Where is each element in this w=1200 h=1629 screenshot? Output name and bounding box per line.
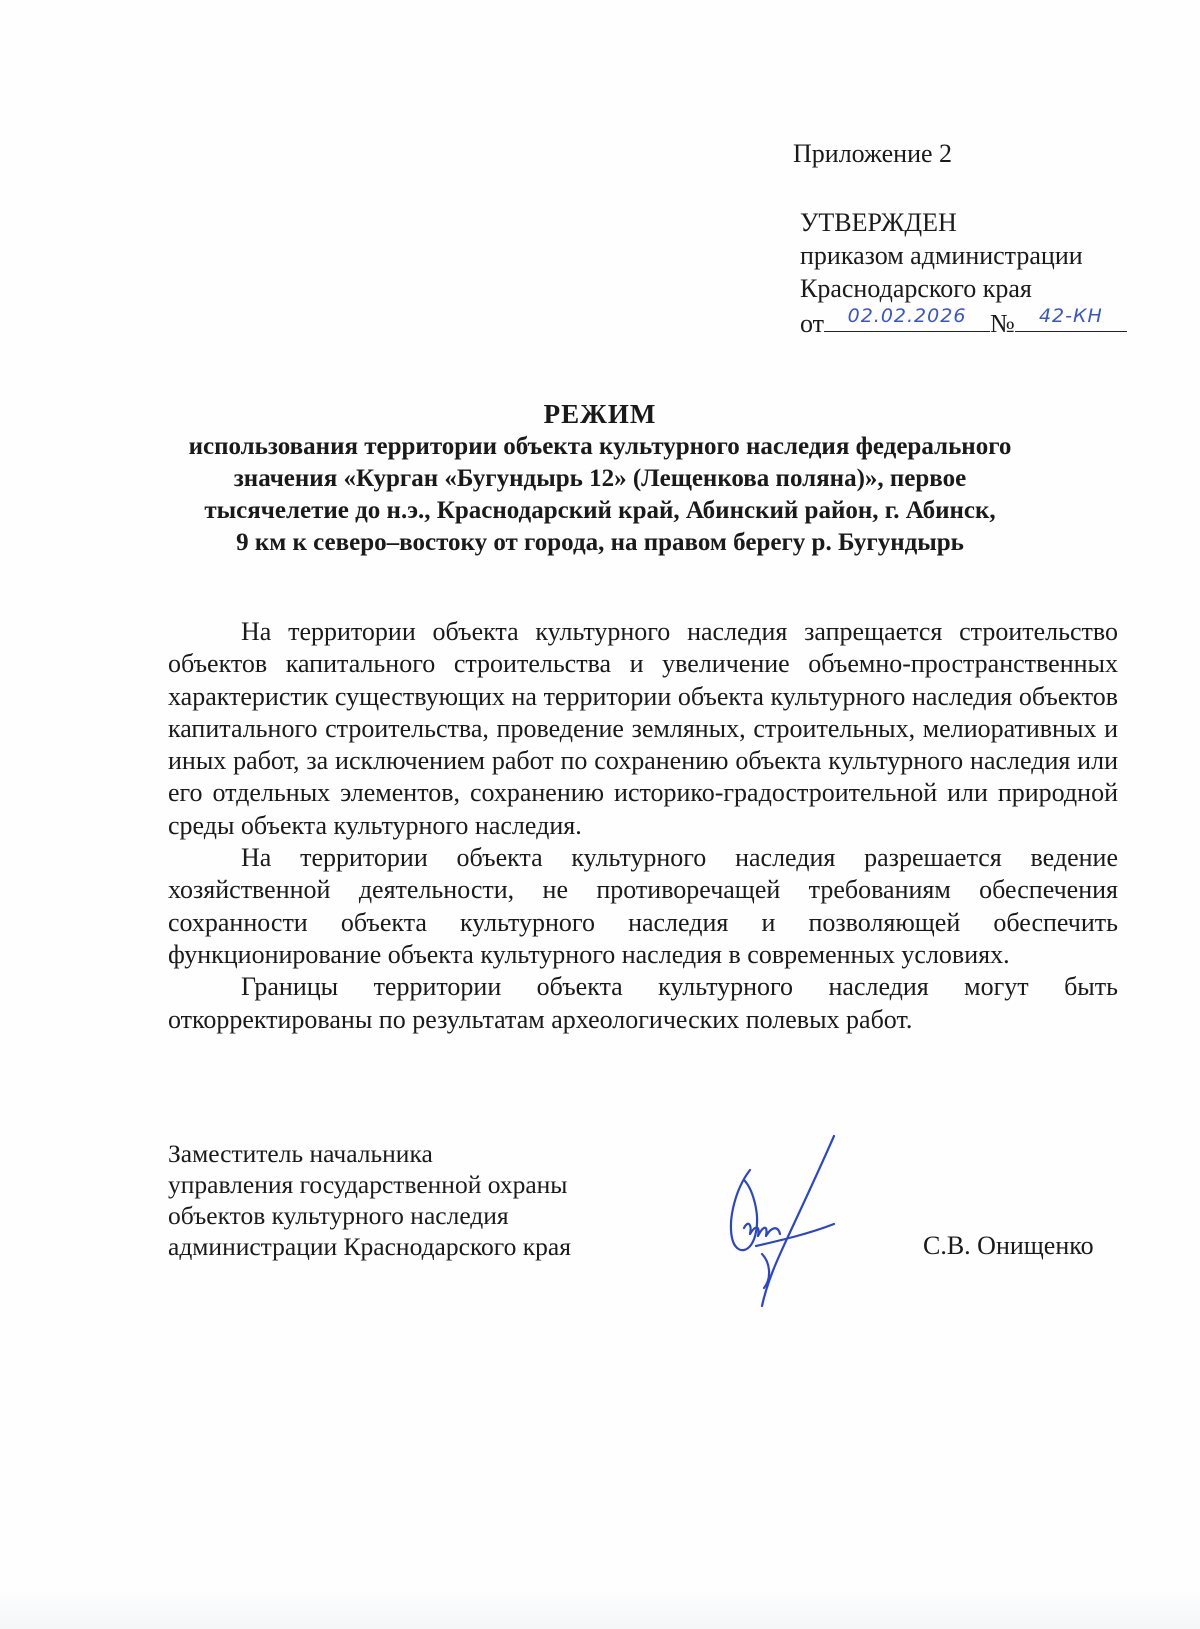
signer-name: С.В. Онищенко	[923, 1231, 1094, 1260]
number-prefix: №	[990, 309, 1015, 338]
title-line-1: использования территории объекта культурного наследия федерального	[188, 433, 1012, 460]
title-line-4: 9 км к северо–востоку от города, на правом берегу р. Бугундырь	[236, 529, 964, 556]
approved-by-line-2: Краснодарского края	[800, 274, 1032, 303]
approved-by-line-1: приказом администрации	[800, 241, 1083, 270]
approved-label: УТВЕРЖДЕН	[800, 208, 957, 237]
signature-icon	[722, 1128, 862, 1328]
document-title	[150, 397, 1050, 559]
paragraph-permissions: На территории объекта культурного наследия разрешается ведение хозяйственной деятельности, не противоречащей требованиям обеспечения сохранности объекта культурного наследия и позволяющей обеспечить функционирование объекта культурного наследия в современных условиях.	[168, 843, 1118, 969]
paragraph-prohibitions: На территории объекта культурного наследия запрещается строительство объектов капитального строительства и увеличение объемно-пространственных характеристик существующих на территории объекта культурного наследия объектов капитального строительства, проведение земляных, строительных, мелиоративных и иных работ, за исключением работ по сохранению объекта культурного наследия или его отдельных элементов, сохранению историко-градостроительной или природной среды объекта культурного наследия.	[168, 617, 1118, 840]
handwritten-number: 42-КН	[1038, 305, 1103, 327]
title-heading: РЕЖИМ	[543, 399, 657, 429]
paragraph-boundaries: Границы территории объекта культурного наследия могут быть откорректированы по результатам археологических полевых работ.	[168, 972, 1118, 1034]
order-date-number-line	[800, 305, 1127, 340]
document-body	[168, 616, 1118, 1036]
signatory-position	[168, 1138, 571, 1262]
date-prefix: от	[800, 309, 825, 338]
title-line-3: тысячелетие до н.э., Краснодарский край, Абинский район, г. Абинск,	[204, 497, 996, 524]
approval-stamp	[800, 206, 1127, 340]
position-line-3: объектов культурного наследия	[168, 1201, 509, 1230]
position-line-1: Заместитель начальника	[168, 1139, 433, 1168]
position-line-4: администрации Краснодарского края	[168, 1232, 571, 1261]
handwritten-date: 02.02.2026	[847, 305, 967, 327]
appendix-label: Приложение 2	[793, 139, 953, 168]
title-line-2: значения «Курган «Бугундырь 12» (Лещенкова поляна)», первое	[233, 465, 967, 492]
scan-edge-shadow	[0, 1589, 1200, 1629]
date-field	[824, 305, 990, 332]
number-field	[1015, 305, 1127, 332]
position-line-2: управления государственной охраны	[168, 1170, 568, 1199]
